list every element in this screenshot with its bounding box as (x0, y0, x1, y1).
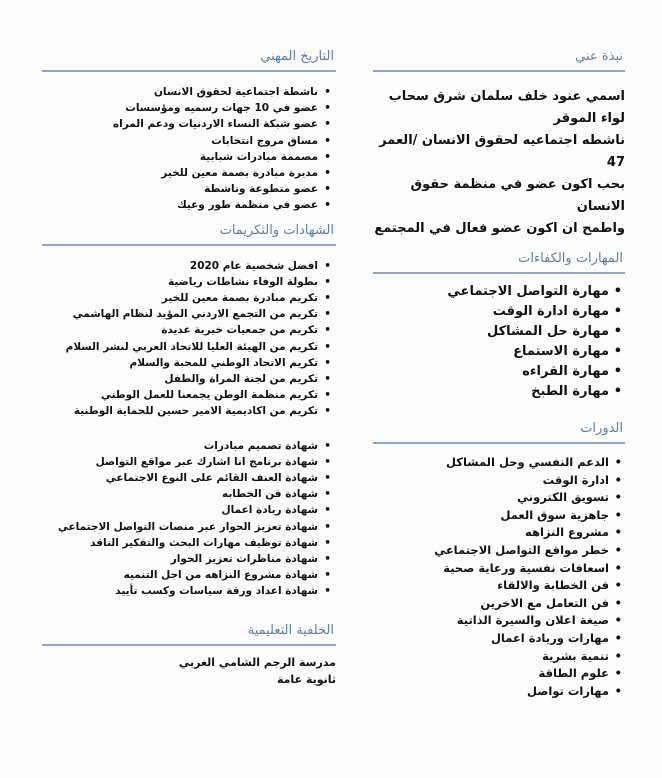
skills-list (373, 282, 625, 402)
list-item: • الدعم النفسي وحل المشاكل (373, 454, 625, 472)
list-item: • فن الخطابة والالقاء (373, 577, 625, 595)
certificates-section (42, 222, 336, 600)
list-item: • عضو في 10 جهات رسميه ومؤسسات (42, 100, 334, 116)
skills-heading: المهارات والكفاءات (518, 251, 623, 266)
list-item: • شهادة العنف القائم على النوع الاجتماعي (42, 470, 334, 486)
career-section (42, 48, 336, 214)
career-divider (42, 70, 336, 72)
right-column (373, 42, 625, 700)
list-item: • شهادة تصميم مبادرات (42, 438, 334, 454)
list-item: • جاهزية سوق العمل (373, 507, 625, 525)
list-item: • شهادة مناظرات تعزيز الحوار (42, 551, 334, 567)
list-item: • خطر مواقع التواصل الاجتماعي (373, 542, 625, 560)
education-section (42, 622, 336, 688)
list-item: • تكريم مبادرة بصمة معين للخير (42, 290, 334, 306)
list-item: • افضل شخصية عام 2020 (42, 258, 334, 274)
courses-divider (373, 442, 625, 444)
list-item: • شهادة توظيف مهارات البحث والتفكير الناقد (42, 535, 334, 551)
honors-list (42, 258, 336, 420)
skills-divider (373, 272, 625, 274)
courses-section (373, 420, 625, 700)
skills-section (373, 250, 625, 402)
list-item: • مهارة الطبخ (373, 382, 625, 402)
list-item: • شهادة ريادة اعمال (42, 502, 334, 518)
list-item: • مهارة ادارة الوقت (373, 302, 625, 322)
list-item: • شهادة مشروع النزاهه من اجل التنميه (42, 567, 334, 583)
list-item: • مهارات تواصل (373, 683, 625, 701)
list-item: • مصممة مبادرات شبابية (42, 149, 334, 165)
list-item: • مساق مروج انتخابات (42, 133, 334, 149)
list-item: • مهارات وريادة اعمال (373, 630, 625, 648)
list-item: • مهارة القراءه (373, 362, 625, 382)
about-line: بحب اكون عضو في منظمة حقوق الانسان (410, 177, 625, 214)
list-item: • تكريم من الهيئة العليا للاتحاد العربي لنشر السلام (42, 339, 334, 355)
about-text (373, 86, 625, 240)
list-item: • مهارة الاستماع (373, 342, 625, 362)
list-item: • تكريم من جمعيات خيرية عديدة (42, 322, 334, 338)
about-line: واطمح ان اكون عضو فعال في المجتمع (374, 221, 625, 236)
list-item: • تكريم من لجنة المراة والطفل (42, 371, 334, 387)
list-item: • شهادة فن الخطابه (42, 486, 334, 502)
career-heading: التاريخ المهني (260, 49, 334, 64)
about-line: ناشطه اجتماعيه لحقوق الانسان /العمر 47 (379, 133, 625, 170)
list-item: • تسويق الكتروني (373, 489, 625, 507)
education-heading: الخلفية التعليمية (247, 622, 334, 638)
list-item: • مديرة مبادرة بصمة معين للخير (42, 165, 334, 181)
list-item: • ادارة الوقت (373, 472, 625, 490)
list-item: • مهارة حل المشاكل (373, 322, 625, 342)
left-column (42, 42, 336, 688)
certificates-divider (42, 244, 336, 246)
certs-list (42, 438, 336, 600)
list-item: • تنمية بشرية (373, 648, 625, 666)
list-item: • بطولة الوفاء نشاطات رياضية (42, 274, 334, 290)
list-item: • شهادة برنامج انا اشارك عبر مواقع التواصل (42, 454, 334, 470)
certificates-heading: الشهادات والتكريمات (219, 222, 334, 238)
list-item: • تكريم منظمة الوطن يجمعنا للعمل الوطني (42, 387, 334, 403)
list-item: • مشروع النزاهه (373, 524, 625, 542)
education-line: مدرسة الرجم الشامي الغربي (178, 655, 336, 669)
list-item: • عضو شبكة النساء الاردنيات ودعم المراه (42, 116, 334, 132)
list-item: • شهادة اعداد ورقة سياسات وكسب تأييد (42, 583, 334, 599)
list-item: • تكريم الاتحاد الوطني للمحبة والسلام (42, 355, 334, 371)
list-item: • تكريم من التجمع الاردني المؤيد لنظام الهاشمي (42, 306, 334, 322)
list-item: • اسعافات نفسية ورعاية صحية (373, 560, 625, 578)
career-list (42, 84, 336, 214)
about-section (373, 48, 625, 240)
list-item: • عضو في منظمة طور وعيك (42, 197, 334, 213)
education-line: ثانوية عامة (276, 672, 336, 686)
about-heading: نبذة عني (575, 49, 623, 64)
education-divider (42, 644, 336, 646)
list-item: • صيغة اعلان والسيرة الذاتية (373, 612, 625, 630)
about-line: اسمي عنود خلف سلمان شرق سحاب لواء الموقر (388, 89, 625, 126)
education-text (42, 654, 336, 688)
list-item: • علوم الطاقة (373, 665, 625, 683)
list-item: • عضو متطوعة وناشطة (42, 181, 334, 197)
courses-list (373, 454, 625, 700)
about-divider (373, 70, 625, 72)
list-item: • ناشطة اجتماعية لحقوق الانسان (42, 84, 334, 100)
list-item: • فن التعامل مع الاخرين (373, 595, 625, 613)
list-item: • شهادة تعزيز الحوار عبر منصات التواصل الاجتماعي (42, 519, 334, 535)
courses-heading: الدورات (580, 421, 623, 436)
list-item: • تكريم من اكاديمية الامير حسين للحماية الوطنية (42, 403, 334, 419)
list-item: • مهارة التواصل الاجتماعي (373, 282, 625, 302)
